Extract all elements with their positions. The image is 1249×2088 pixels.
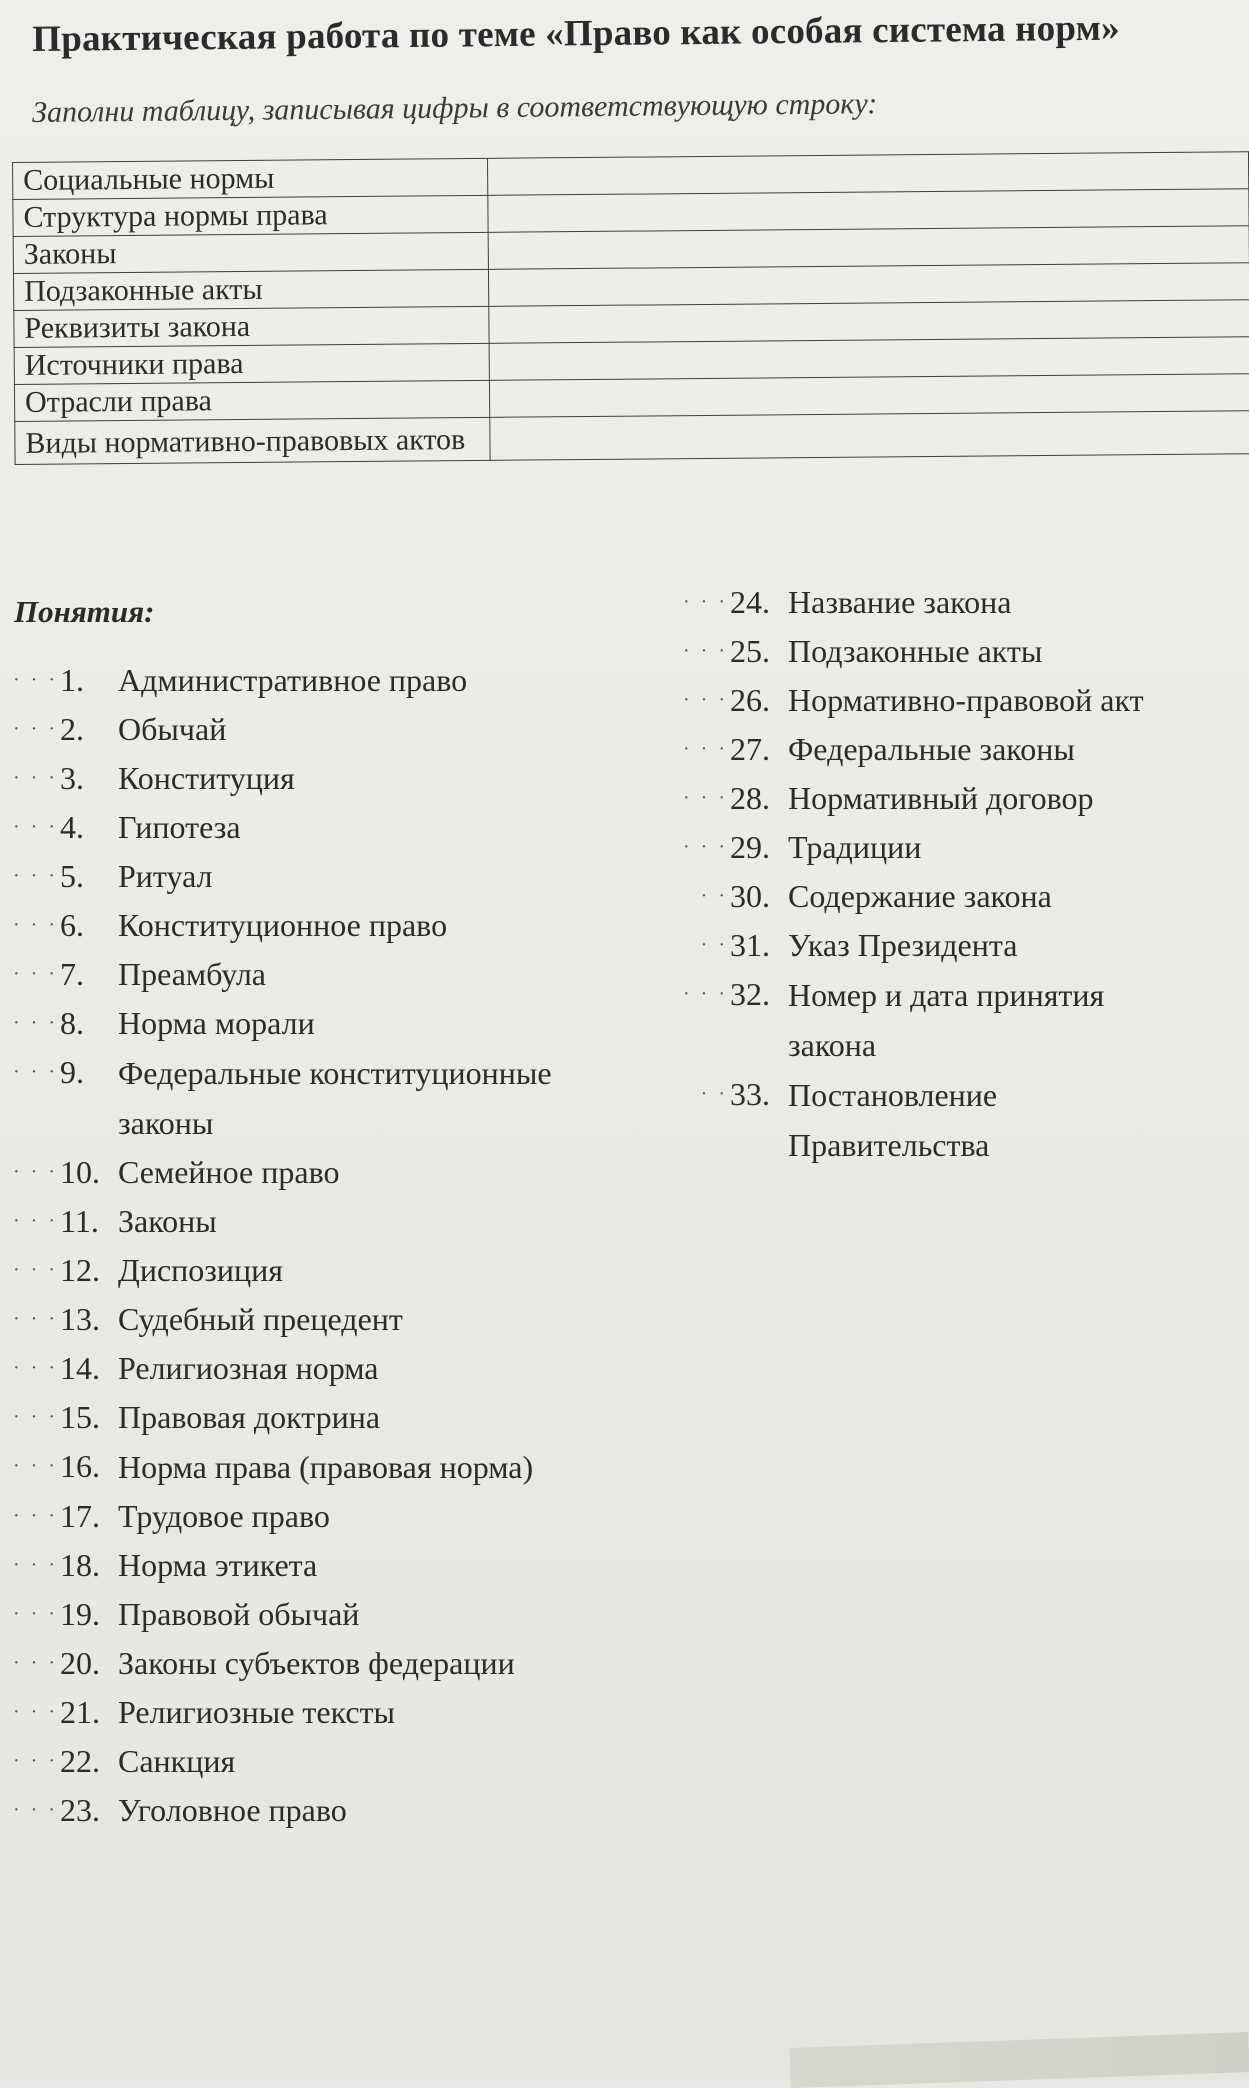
concepts-list-left (0, 656, 640, 1835)
item-number: 7. (60, 956, 84, 992)
item-text: Правовая доктрина (118, 1399, 381, 1435)
item-text: Уголовное право (118, 1792, 347, 1828)
item-number: 23. (60, 1792, 100, 1828)
item-number: 32. (730, 976, 770, 1012)
pencil-marks: · · · (13, 1554, 58, 1576)
pencil-marks: · · · (13, 1750, 58, 1772)
item-text: Норма права (правовая норма) (118, 1449, 534, 1485)
pencil-marks: · · · (683, 738, 728, 760)
list-item (0, 1393, 640, 1442)
pencil-marks: · · · (13, 1799, 58, 1821)
list-item (0, 999, 640, 1048)
item-text: Нормативный договор (788, 780, 1094, 816)
item-text: Административное право (118, 662, 468, 698)
table-row-label: Подзаконные акты (13, 269, 488, 310)
page-title: Практическая работа по теме «Право как особая система норм» (32, 7, 1120, 60)
pencil-marks: · · · (683, 640, 728, 662)
answer-table (12, 151, 1249, 465)
pencil-marks: · · (700, 934, 728, 956)
item-number: 17. (60, 1498, 100, 1534)
list-item (0, 950, 640, 999)
list-item (0, 1197, 640, 1246)
concepts-heading: Понятия: (14, 594, 155, 629)
list-item (0, 803, 640, 852)
pencil-marks: · · · (13, 963, 58, 985)
list-item (650, 872, 1249, 921)
pencil-marks: · · · (13, 1259, 58, 1281)
item-text: Подзаконные акты (788, 633, 1043, 669)
item-number: 15. (60, 1399, 100, 1435)
pencil-marks: · · · (13, 816, 58, 838)
item-number: 5. (60, 858, 84, 894)
item-number: 2. (60, 711, 84, 747)
list-item (0, 1048, 640, 1148)
item-number: 11. (60, 1203, 99, 1239)
list-item (0, 1442, 640, 1492)
pencil-marks: · · · (13, 1505, 58, 1527)
item-number: 28. (730, 780, 770, 816)
item-text: Норма морали (118, 1005, 315, 1041)
list-item (0, 852, 640, 901)
pencil-marks: · · · (13, 865, 58, 887)
pencil-marks: · · (700, 1083, 728, 1105)
pencil-marks: · · · (13, 767, 58, 789)
table-row-label: Законы (13, 232, 488, 273)
pencil-marks: · · · (13, 1455, 58, 1477)
item-number: 16. (60, 1448, 100, 1484)
list-item (0, 1148, 640, 1197)
item-text: Содержание закона (788, 878, 1052, 914)
list-item (0, 1688, 640, 1737)
item-text: Нормативно-правовой акт (788, 682, 1144, 718)
table-row-label: Отрасли права (14, 380, 489, 421)
item-number: 12. (60, 1252, 100, 1288)
list-item (0, 901, 640, 950)
list-item (650, 578, 1249, 627)
pencil-marks: · · · (683, 983, 728, 1005)
item-text: Религиозная норма (118, 1350, 379, 1386)
item-number: 29. (730, 829, 770, 865)
list-item (0, 1246, 640, 1295)
list-item (650, 627, 1249, 676)
item-text: Диспозиция (118, 1252, 284, 1288)
table-row-label: Социальные нормы (13, 158, 488, 199)
table-row-label: Структура нормы права (13, 195, 488, 236)
item-number: 27. (730, 731, 770, 767)
item-number: 24. (730, 584, 770, 620)
pencil-marks: · · · (683, 591, 728, 613)
concepts-list-right (650, 578, 1249, 1170)
pencil-marks: · · · (13, 1357, 58, 1379)
item-text: Правовой обычай (118, 1596, 360, 1632)
item-text: Постановление Правительства (788, 1077, 998, 1163)
item-text: Название закона (788, 584, 1012, 620)
list-item (650, 970, 1249, 1070)
list-item (0, 1639, 640, 1688)
list-item (0, 1590, 640, 1639)
pencil-marks: · · · (13, 718, 58, 740)
item-text: Конституция (118, 760, 295, 796)
item-number: 31. (730, 927, 770, 963)
list-item (650, 676, 1249, 725)
item-text: Законы субъектов федерации (118, 1645, 515, 1681)
item-number: 19. (60, 1596, 100, 1632)
item-text: Федеральные конституционные законы (118, 1055, 552, 1141)
item-number: 18. (60, 1547, 100, 1583)
table-row-label: Реквизиты закона (14, 306, 489, 347)
pencil-marks: · · · (13, 1210, 58, 1232)
item-number: 25. (730, 633, 770, 669)
item-number: 9. (60, 1054, 84, 1090)
pencil-marks: · · · (13, 914, 58, 936)
pencil-marks: · · · (13, 1161, 58, 1183)
item-number: 20. (60, 1645, 100, 1681)
item-number: 30. (730, 878, 770, 914)
pencil-marks: · · · (683, 787, 728, 809)
table-answer-cell[interactable] (490, 411, 1249, 461)
item-text: Законы (118, 1203, 217, 1239)
pencil-marks: · · · (13, 669, 58, 691)
item-number: 22. (60, 1743, 100, 1779)
item-text: Конституционное право (118, 907, 448, 943)
list-item (0, 1492, 640, 1541)
item-text: Номер и дата принятия закона (788, 977, 1105, 1063)
pencil-marks: · · · (13, 1012, 58, 1034)
list-item (650, 774, 1249, 823)
table-row-label: Виды нормативно-правовых актов (15, 417, 490, 464)
item-number: 21. (60, 1694, 100, 1730)
list-item (0, 1786, 640, 1835)
item-text: Норма этикета (118, 1547, 318, 1583)
item-text: Обычай (118, 711, 227, 747)
item-text: Семейное право (118, 1154, 340, 1190)
list-item (650, 725, 1249, 774)
pencil-marks: · · · (13, 1652, 58, 1674)
item-text: Федеральные законы (788, 731, 1075, 767)
item-number: 33. (730, 1076, 770, 1112)
item-text: Санкция (118, 1743, 236, 1779)
list-item (0, 705, 640, 754)
list-item (650, 823, 1249, 872)
list-item (0, 1541, 640, 1590)
list-item (0, 1295, 640, 1344)
item-number: 14. (60, 1350, 100, 1386)
list-item (0, 1344, 640, 1393)
item-number: 3. (60, 760, 84, 796)
item-number: 4. (60, 809, 84, 845)
item-text: Религиозные тексты (118, 1694, 396, 1730)
table-row-label: Источники права (14, 343, 489, 384)
item-number: 6. (60, 907, 84, 943)
item-text: Указ Президента (788, 927, 1018, 963)
list-item (650, 921, 1249, 970)
pencil-marks: · · · (13, 1308, 58, 1330)
list-item (0, 656, 640, 705)
list-item (0, 754, 640, 803)
pencil-marks: · · · (13, 1406, 58, 1428)
list-item (0, 1737, 640, 1786)
item-text: Традиции (788, 829, 922, 865)
pencil-marks: · · · (13, 1701, 58, 1723)
item-number: 8. (60, 1005, 84, 1041)
pencil-marks: · · · (13, 1603, 58, 1625)
item-number: 26. (730, 682, 770, 718)
item-number: 1. (60, 662, 84, 698)
item-number: 13. (60, 1301, 100, 1337)
pencil-marks: · · · (683, 689, 728, 711)
item-text: Гипотеза (118, 809, 241, 845)
item-text: Судебный прецедент (118, 1301, 403, 1337)
item-text: Ритуал (118, 858, 213, 894)
pencil-marks: · · · (683, 836, 728, 858)
pencil-marks: · · · (13, 1061, 58, 1083)
item-text: Преамбула (118, 956, 266, 992)
item-number: 10. (60, 1154, 100, 1190)
pencil-marks: · · (700, 885, 728, 907)
item-text: Трудовое право (118, 1498, 330, 1534)
list-item (650, 1070, 1249, 1170)
instruction-text: Заполни таблицу, записывая цифры в соответствующую строку: (32, 87, 878, 129)
